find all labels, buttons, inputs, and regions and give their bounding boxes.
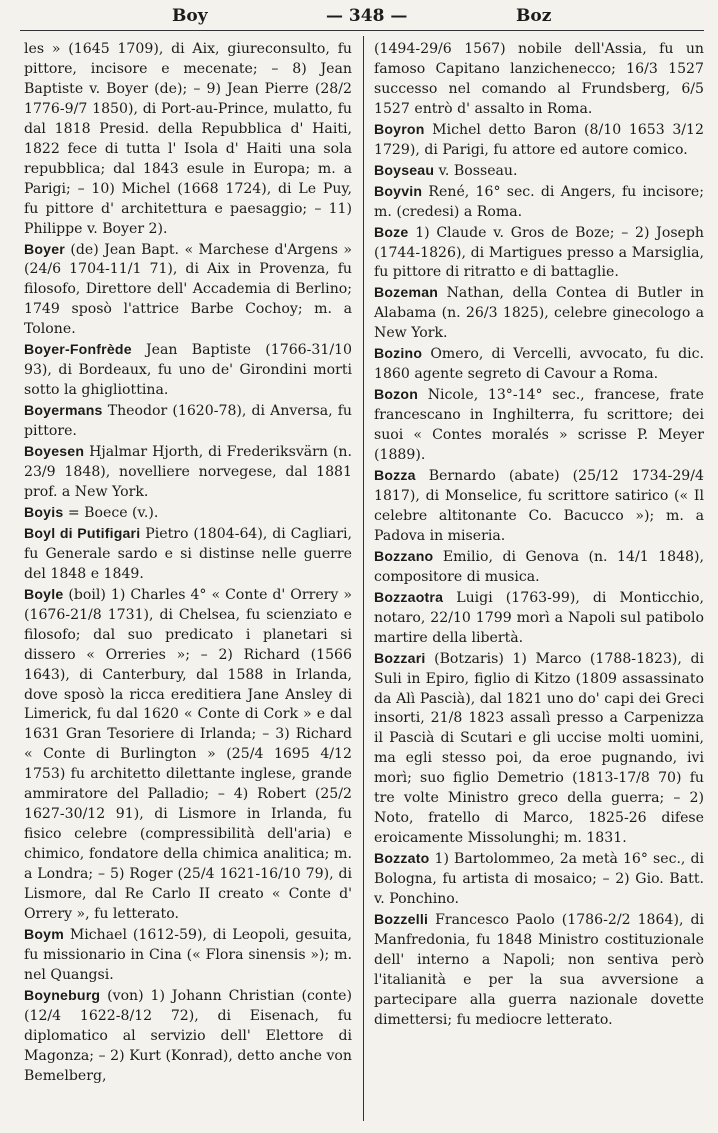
entry bbox=[374, 910, 704, 1031]
column-divider bbox=[363, 36, 364, 1121]
entry-text: = Boece (v.). bbox=[63, 504, 159, 521]
entry bbox=[374, 849, 704, 910]
entry-headword: Boyis bbox=[24, 503, 64, 520]
entry-headword: Boyseau bbox=[374, 161, 435, 178]
entry bbox=[374, 466, 704, 547]
running-header bbox=[0, 4, 718, 30]
entry-headword: Boyneburg bbox=[24, 986, 101, 1003]
header-left-guide-word: Boy bbox=[172, 6, 208, 26]
entry-text: Hjalmar Hjorth, di Frederiksvärn (n. 23/9 1848), novelliere norvegese, dal 1881 prof. a New York. bbox=[24, 444, 352, 500]
entry-text: Jean Baptiste (1766-31/10 93), di Bordeaux, fu uno de' Girondini morti sotto la ghigliottina. bbox=[24, 342, 352, 399]
entry bbox=[24, 340, 352, 401]
entry bbox=[24, 503, 352, 524]
entry-text: René, 16° sec. di Angers, fu incisore; m. (credesi) a Roma. bbox=[374, 183, 704, 220]
entry-headword: Boyesen bbox=[24, 443, 85, 460]
header-right-guide-word: Boz bbox=[516, 6, 552, 26]
entry-text: v. Bosseau. bbox=[434, 162, 518, 179]
entry bbox=[374, 649, 704, 850]
entry-text: (1494-29/6 1567) nobile dell'Assia, fu un famoso Capitano lanzichenecco; 16/3 1527 successo nel comando al Frundsberg, 6/5 1527 entrò d' assalto in Roma. bbox=[374, 41, 704, 117]
entry bbox=[24, 442, 352, 503]
entry-headword: Boyer-Fonfrède bbox=[24, 341, 132, 358]
entry-headword: Bozzaotra bbox=[374, 588, 444, 605]
entry-text: les » (1645 1709), di Aix, giureconsulto, fu pittore, incisore e mecenate; – 8) Jean Baptiste v. Boyer (de); – 9) Jean Pierre (28/2 1776-9/7 1850), di Port-au-Prince, mulatto, fu dal 1818 Presid. della Repubblica d' Haiti, 1822 fece di tutta l' Isola d' Haiti una sola repubblica; dal 1843 esule in Europa; m. a Parigi; – 10) Michel (1668 1724), di Le Puy, fu pittore d' architettura e paesaggio; – 11) Philippe v. Boyer 2). bbox=[24, 41, 352, 237]
entry-headword: Boyron bbox=[374, 120, 425, 137]
entry bbox=[24, 40, 352, 240]
entry-text: Luigi (1763-99), di Monticchio, notaro, 22/10 1799 morì a Napoli sul patibolo martire della libertà. bbox=[374, 589, 704, 646]
entry-text: Francesco Paolo (1786-2/2 1864), di Manfredonia, fu 1848 Ministro costituzionale dell' interno a Napoli; non sentiva però l'italianità e per la sua avversione a partecipare alla guerra nazionale dovette dimettersi; fu mediocre letterato. bbox=[374, 911, 704, 1028]
entry-text: 1) Claude v. Gros de Boze; – 2) Joseph (1744-1826), di Martigues presso a Marsiglia, fu pittore di ritratto e di battaglie. bbox=[374, 224, 704, 281]
entry-headword: Bozzari bbox=[374, 649, 426, 666]
entry-text: Nathan, della Contea di Butler in Alabama (n. 26/3 1825), celebre ginecologo a New York. bbox=[374, 285, 704, 342]
entry-headword: Bozon bbox=[374, 386, 419, 403]
entry bbox=[24, 401, 352, 442]
entry bbox=[374, 385, 704, 466]
entry bbox=[374, 283, 704, 344]
entry bbox=[24, 240, 352, 341]
entry-headword: Boyermans bbox=[24, 402, 103, 419]
entry-headword: Bozino bbox=[374, 345, 423, 362]
entry-text: Emilio, di Genova (n. 14/1 1848), compositore di musica. bbox=[374, 548, 704, 585]
entry bbox=[374, 588, 704, 649]
entry bbox=[24, 524, 352, 585]
left-column bbox=[24, 40, 352, 1087]
entry-text: Michel detto Baron (8/10 1653 3/12 1729), di Parigi, fu attore ed autore comico. bbox=[374, 121, 704, 158]
entry-headword: Boyer bbox=[24, 240, 65, 257]
entry-headword: Bozza bbox=[374, 467, 416, 484]
entry bbox=[24, 986, 352, 1087]
entry-headword: Boze bbox=[374, 223, 409, 240]
entry-headword: Bozzelli bbox=[374, 910, 429, 927]
entry-headword: Bozeman bbox=[374, 284, 439, 301]
entry-headword: Boyvin bbox=[374, 182, 423, 199]
entry-headword: Bozzano bbox=[374, 547, 434, 564]
entry bbox=[374, 161, 704, 182]
entry-text: (von) 1) Johann Christian (conte) (12/4 1622-8/12 72), di Eisenach, fu diplomatico al servizio dell' Elettore di Magonza; – 2) Kurt (Konrad), detto anche von Bemelberg, bbox=[24, 987, 352, 1084]
entry-text: (de) Jean Bapt. « Marchese d'Argens » (24/6 1704-11/1 71), di Aix in Provenza, fu filosofo, Direttore dell' Accademia di Berlino; 1749 sposò l'attrice Barbe Cochoy; m. a Tolone. bbox=[24, 241, 352, 338]
entry-text: Omero, di Vercelli, avvocato, fu dic. 1860 agente segreto di Cavour a Roma. bbox=[374, 346, 704, 383]
entry-headword: Boyle bbox=[24, 585, 64, 602]
entry-text: Nicole, 13°-14° sec., francese, frate francescano in Inghilterra, fu scrittore; dei suoi « Contes moralés » scrisse P. Meyer (1889). bbox=[374, 387, 704, 464]
entry-text: (boil) 1) Charles 4° « Conte d' Orrery » (1676-21/8 1731), di Chelsea, fu scienziato e filosofo; dal suo predicato i planetari si dissero « Orreries »; – 2) Richard (1566 1643), di Canterbury, dal 1588 in Irlanda, dove sposò la ricca ereditiera Jane Ansley di Limerick, fu dal 1620 « Conte di Cork » e dal 1631 Gran Tesoriere di Irlanda; – 3) Richard « Conte di Burlington » (25/4 1695 4/12 1753) fu architetto dilettante inglese, grande ammiratore del Palladio; – 4) Robert (25/2 1627-30/12 91), di Lismore in Irlanda, fu fisico celebre (compressibilità dell'aria) e chimico, fondatore della chimica analitica; m. a Londra; – 5) Roger (25/4 1621-16/10 79), di Lismore, dal Re Carlo II creato « Conte d' Orrery », fu letterato. bbox=[24, 586, 352, 922]
header-rule bbox=[20, 30, 704, 31]
entry-text: Bernardo (abate) (25/12 1734-29/4 1817), di Monselice, fu scrittore satirico (« Il celebre altitonante Co. Bacucco »); m. a Padova in miseria. bbox=[374, 468, 704, 544]
right-column bbox=[374, 40, 704, 1031]
entry-headword: Bozzato bbox=[374, 850, 430, 867]
entry-text: (Botzaris) 1) Marco (1788-1823), di Suli in Epiro, figlio di Kitzo (1809 assassinato da Alì Pascià), dal 1821 uno do' capi dei Greci insorti, 21/8 1823 assalì presso a Carpenizza il Pascià di Scutari e gli uccise molti uomini, ma egli stesso poi, da eroe pugnando, ivi morì; suo figlio Demetrio (1813-17/8 70) fu tre volte Ministro greco della guerra; – 2) Noto, fratello di Marco, 1825-26 difese eroicamente Missolunghi; m. 1831. bbox=[374, 650, 704, 847]
entry-text: 1) Bartolommeo, 2a metà 16° sec., di Bologna, fu artista di mosaico; – 2) Gio. Batt. v. Ponchino. bbox=[374, 851, 704, 908]
entry bbox=[24, 925, 352, 986]
entry-headword: Boym bbox=[24, 925, 64, 942]
entry bbox=[374, 40, 704, 120]
entry-text: Pietro (1804-64), di Cagliari, fu Generale sardo e si distinse nelle guerre del 1848 e 1849. bbox=[24, 525, 352, 582]
page-number: — 348 — bbox=[326, 6, 408, 26]
entry bbox=[374, 223, 704, 284]
entry-text: Theodor (1620-78), di Anversa, fu pittore. bbox=[24, 403, 352, 440]
entry-text: Michael (1612-59), di Leopoli, gesuita, fu missionario in Cina (« Flora sinensis »); m. nel Quangsi. bbox=[24, 926, 352, 983]
entry bbox=[24, 585, 352, 925]
entry bbox=[374, 344, 704, 385]
entry bbox=[374, 120, 704, 161]
entry bbox=[374, 182, 704, 223]
entry bbox=[374, 547, 704, 588]
entry-headword: Boyl di Putifigari bbox=[24, 524, 141, 541]
